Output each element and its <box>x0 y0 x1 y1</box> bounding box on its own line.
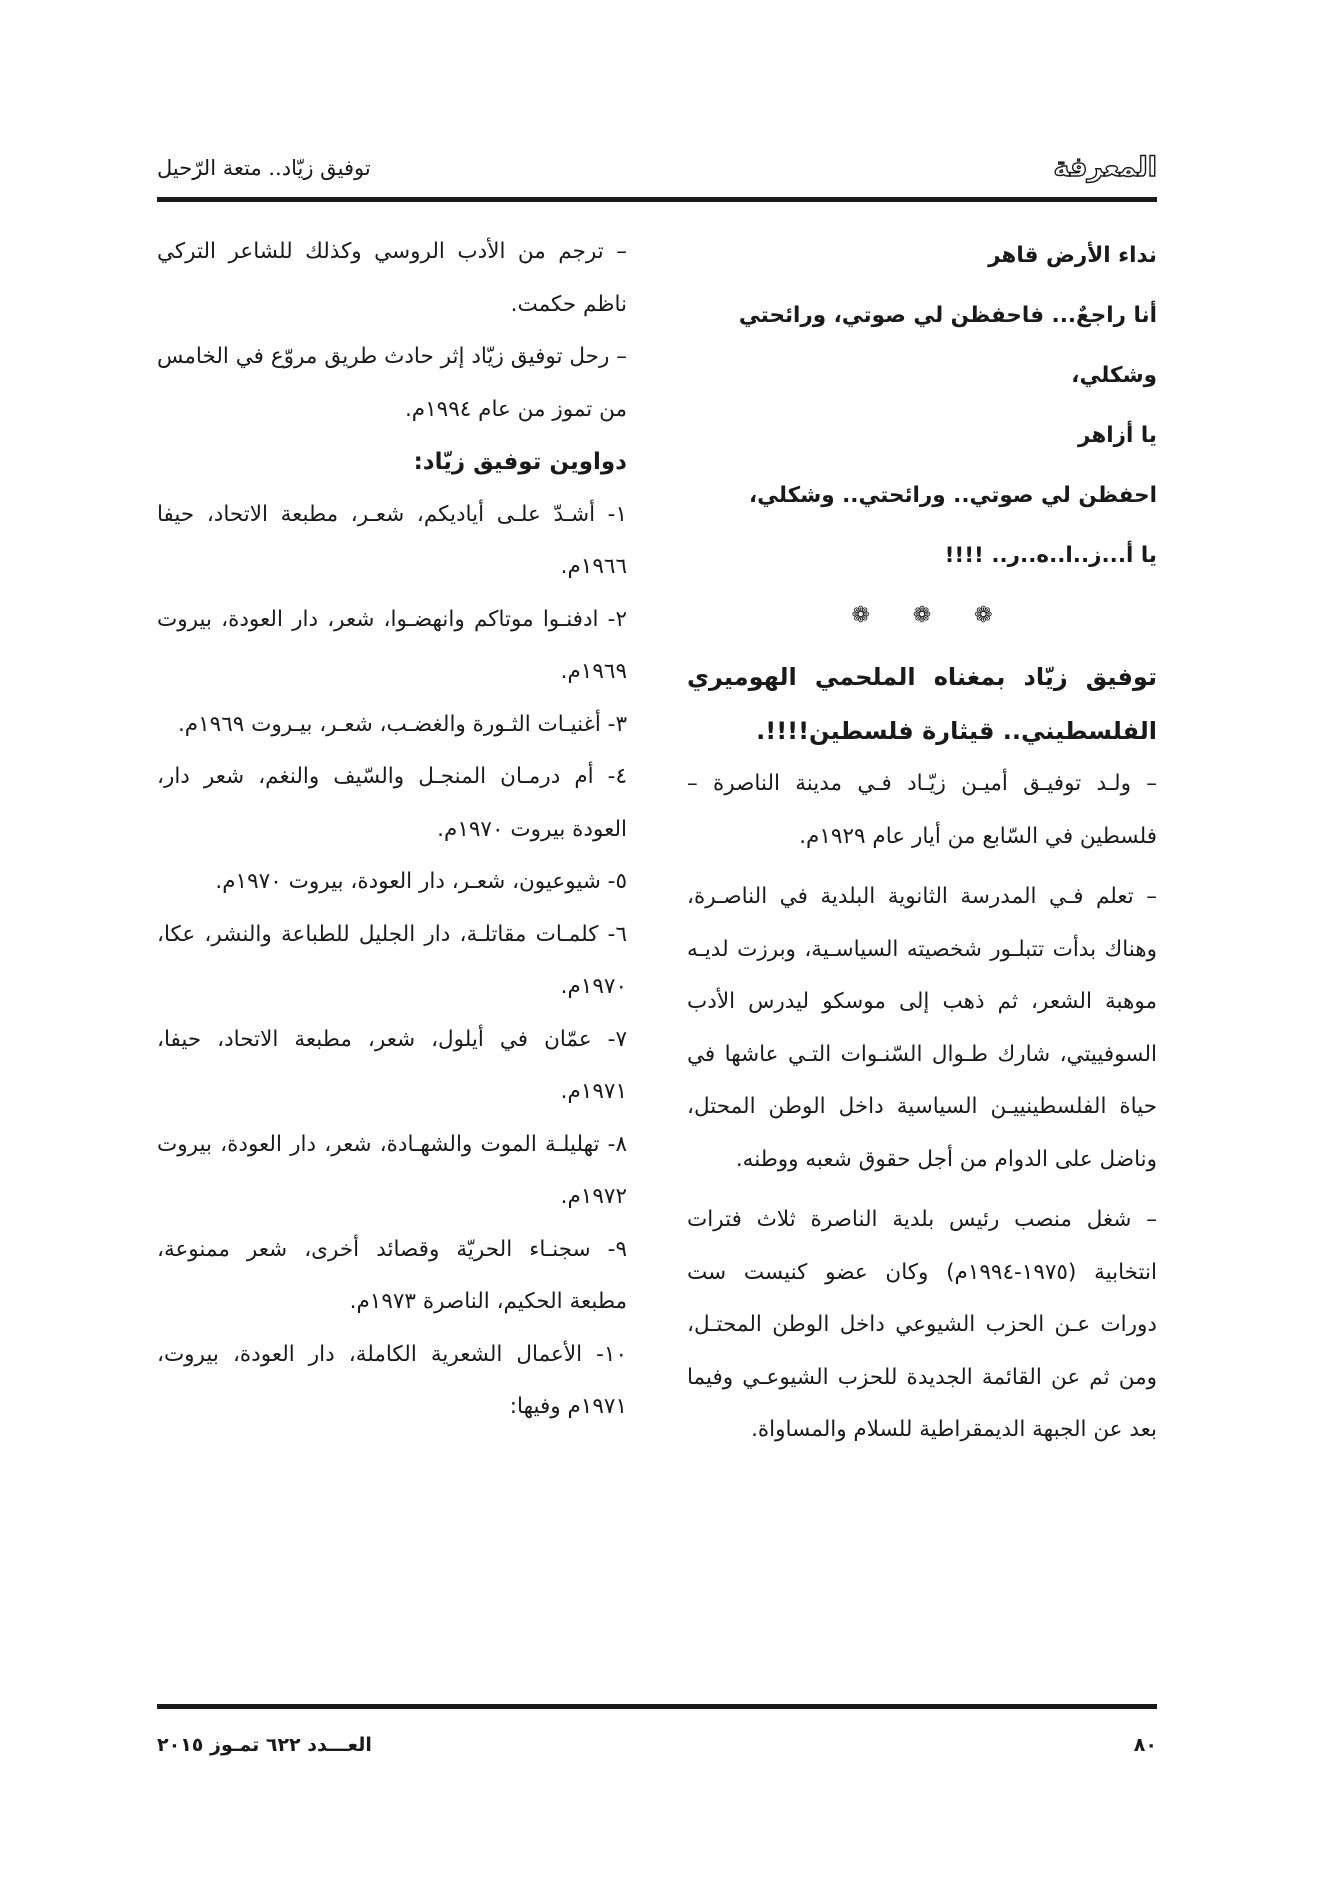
poem <box>687 226 1157 586</box>
list-item: ٤- أم درمـان المنجـل والسّيف والنغم، شعر دار، العودة بيروت ١٩٧٠م. <box>157 764 627 842</box>
paragraph: – ولـد توفيـق أميـن زيّـاد فـي مدينة الناصرة – فلسطين في السّابع من أيار عام ١٩٢٩م. <box>687 771 1157 849</box>
list-item: ١- أشـدّ علـى أياديكم، شعـر، مطبعة الاتحاد، حيفا ١٩٦٦م. <box>157 501 627 579</box>
magazine-logo: المعرفة <box>1053 152 1157 183</box>
poem-line: أنا راجعٌ... فاحفظن لي صوتي، ورائحتي <box>738 303 1157 328</box>
list-item: ٢- ادفنـوا موتاكم وانهضـوا، شعر، دار العودة، بيروت ١٩٦٩م. <box>157 606 627 684</box>
list-item: ٦- كلمـات مقاتلـة، دار الجليل للطباعة والنشر، عكا، ١٩٧٠م. <box>157 921 627 999</box>
footer-rule <box>157 1704 1157 1709</box>
running-title: توفيق زيّاد.. متعة الرّحيل <box>157 156 371 180</box>
page-footer <box>157 1734 1157 1768</box>
right-column <box>687 226 1157 1457</box>
list-title: دواوين توفيق زيّاد: <box>413 449 627 475</box>
flower-ornament-icon: ❁ <box>974 603 993 628</box>
list-item: ٨- تهليلـة الموت والشهـادة، شعر، دار العودة، بيروت ١٩٧٢م. <box>157 1131 627 1209</box>
section-separator <box>687 586 1157 650</box>
list-item: ١٠- الأعمال الشعرية الكاملة، دار العودة، بيروت، ١٩٧١م وفيها: <box>157 1341 627 1419</box>
poem-line: يا أ...ز..ا..ه..ر.. !!!! <box>944 543 1157 568</box>
paragraph: – شغل منصب رئيس بلدية الناصرة ثلاث فترات انتخابية (١٩٧٥-١٩٩٤م) وكان عضو كنيست ست دورات عـن الحزب الشيوعي داخل الوطن المحتـل، ومن ثم عن القائمة الجديدة للحزب الشيوعـي وفيما بعد عن الجبهة الديمقراطية للسلام والمساواة. <box>687 1207 1157 1442</box>
poem-line: وشكلي، <box>1071 363 1157 388</box>
paragraph: – تعلم فـي المدرسة الثانوية البلدية في الناصـرة، وهناك بدأت تتبلـور شخصيته السياسـية، وبرزت لديـه موهبة الشعر، ثم ذهب إلى موسكو ليدرس الأدب السوفييتي، شارك طـوال السّنـوات التـي عاشها في حياة الفلسطينييـن السياسية داخل الوطن المحتل، وناضل على الدوام من أجل حقوق شعبه ووطنه. <box>687 884 1157 1172</box>
poem-line: نداء الأرض قاهر <box>988 243 1157 268</box>
issue-info: العـــدد ٦٢٢ تمـوز ٢٠١٥ <box>157 1734 372 1756</box>
page-number: ٨٠ <box>1133 1734 1157 1756</box>
list-item: ٧- عمّان في أيلول، شعر، مطبعة الاتحاد، حيفا، ١٩٧١م. <box>157 1026 627 1104</box>
paragraph: – رحل توفيق زيّاد إثر حادث طريق مروّع في الخامس من تموز من عام ١٩٩٤م. <box>157 344 627 422</box>
section-title: توفيق زيّاد بمغناه الملحمي الهوميري الفلسطيني.. قيثارة فلسطين!!!!. <box>687 663 1157 745</box>
poem-line: يا أزاهر <box>1077 423 1157 448</box>
poem-line: احفظن لي صوتي.. ورائحتي.. وشكلي، <box>748 483 1157 508</box>
list-item: ٣- أغنيـات الثـورة والغضـب، شعـر، بيـروت ١٩٦٩م. <box>177 711 627 737</box>
flower-ornament-icon: ❁ <box>851 603 870 628</box>
page-header <box>157 150 1157 198</box>
flower-ornament-icon: ❁ <box>912 603 932 628</box>
header-rule <box>157 197 1157 202</box>
left-column <box>157 226 627 1434</box>
list-item: ٩- سجنـاء الحريّة وقصائد أخرى، شعر ممنوعة، مطبعة الحكيم، الناصرة ١٩٧٣م. <box>157 1236 627 1314</box>
list-item: ٥- شيوعيون، شعـر، دار العودة، بيروت ١٩٧٠م. <box>215 869 627 894</box>
paragraph: – ترجم من الأدب الروسي وكذلك للشاعر التركي ناظم حكمت. <box>157 239 627 317</box>
